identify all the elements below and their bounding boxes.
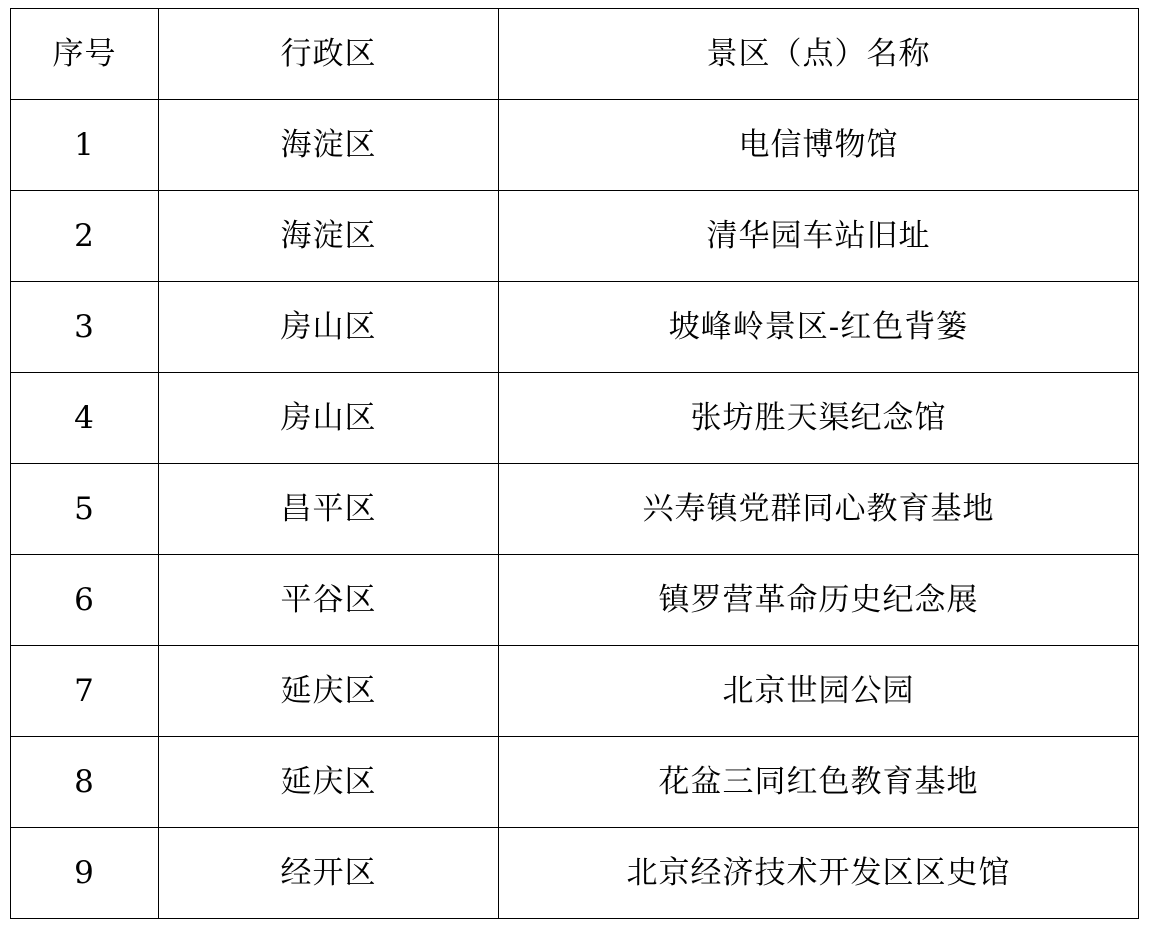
cell-district: 平谷区 <box>159 555 499 646</box>
table-row <box>11 646 1139 737</box>
cell-name: 电信博物馆 <box>499 100 1139 191</box>
cell-name: 清华园车站旧址 <box>499 191 1139 282</box>
column-header-district: 行政区 <box>159 9 499 100</box>
cell-index: 8 <box>11 737 159 828</box>
cell-index: 5 <box>11 464 159 555</box>
cell-name: 兴寿镇党群同心教育基地 <box>499 464 1139 555</box>
table-row <box>11 737 1139 828</box>
cell-name: 张坊胜天渠纪念馆 <box>499 373 1139 464</box>
cell-name: 北京经济技术开发区区史馆 <box>499 828 1139 919</box>
cell-index: 9 <box>11 828 159 919</box>
cell-district: 昌平区 <box>159 464 499 555</box>
table-row <box>11 555 1139 646</box>
table-header <box>11 9 1139 100</box>
cell-name: 花盆三同红色教育基地 <box>499 737 1139 828</box>
cell-index: 7 <box>11 646 159 737</box>
cell-district: 经开区 <box>159 828 499 919</box>
column-header-index: 序号 <box>11 9 159 100</box>
table-row <box>11 100 1139 191</box>
cell-index: 1 <box>11 100 159 191</box>
cell-index: 3 <box>11 282 159 373</box>
cell-index: 2 <box>11 191 159 282</box>
cell-index: 6 <box>11 555 159 646</box>
cell-district: 海淀区 <box>159 100 499 191</box>
table-row <box>11 828 1139 919</box>
cell-name: 镇罗营革命历史纪念展 <box>499 555 1139 646</box>
cell-district: 房山区 <box>159 282 499 373</box>
cell-district: 延庆区 <box>159 646 499 737</box>
table-row <box>11 282 1139 373</box>
table-row <box>11 191 1139 282</box>
table-body <box>11 100 1139 919</box>
cell-name: 坡峰岭景区-红色背篓 <box>499 282 1139 373</box>
cell-district: 房山区 <box>159 373 499 464</box>
cell-name: 北京世园公园 <box>499 646 1139 737</box>
column-header-name: 景区（点）名称 <box>499 9 1139 100</box>
table-row <box>11 373 1139 464</box>
scenic-spots-table <box>10 8 1139 919</box>
table-row <box>11 464 1139 555</box>
cell-district: 海淀区 <box>159 191 499 282</box>
cell-district: 延庆区 <box>159 737 499 828</box>
table-header-row <box>11 9 1139 100</box>
cell-index: 4 <box>11 373 159 464</box>
